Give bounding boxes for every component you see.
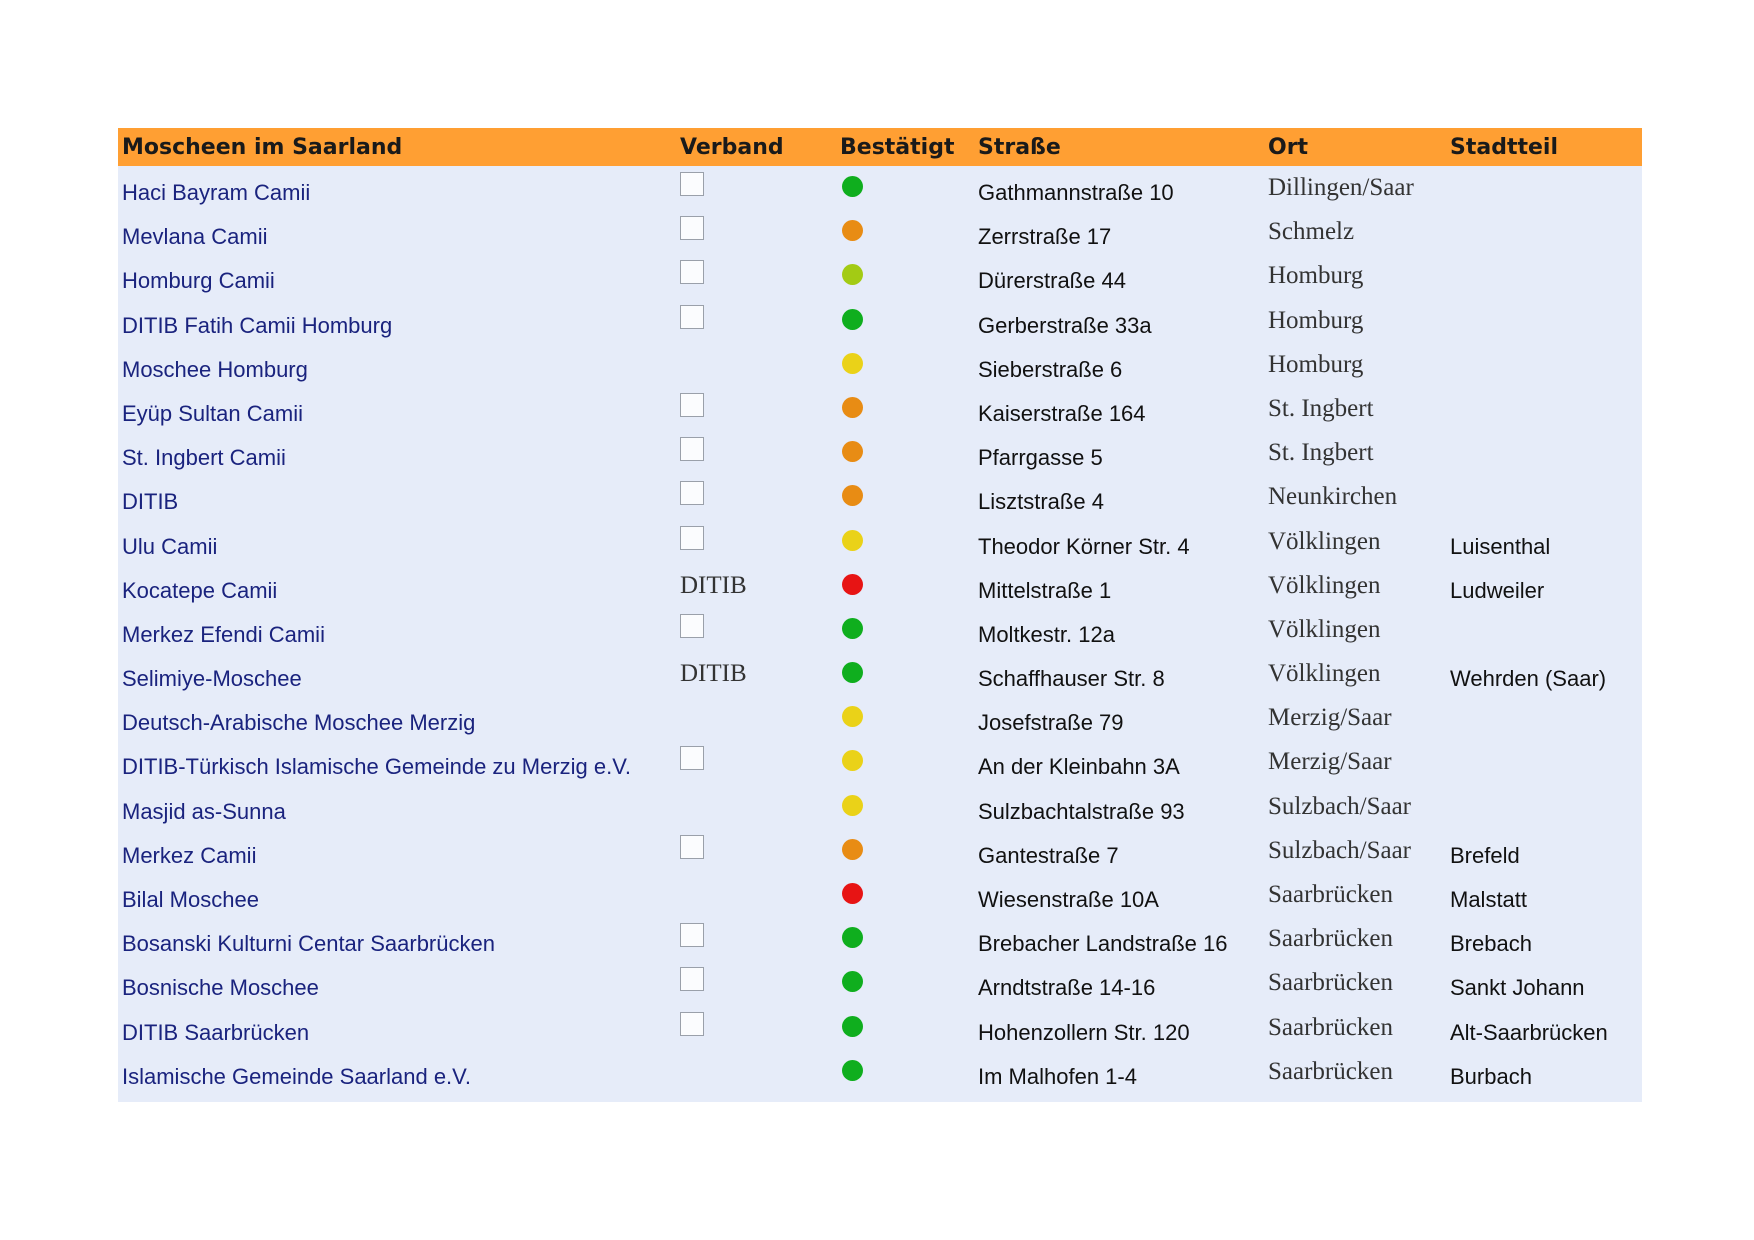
table-row [118,299,1642,343]
district-name: Alt-Saarbrücken [1450,1019,1608,1045]
table-row [118,166,1642,210]
city-name: Saarbrücken [1268,925,1393,953]
status-dot-icon [842,883,863,904]
city-name: St. Ingbert [1268,439,1374,467]
status-dot-icon [842,353,863,374]
verband-checkbox[interactable] [680,614,704,638]
status-dot-icon [842,618,863,639]
mosque-name: DITIB-Türkisch Islamische Gemeinde zu Merzig e.V. [122,754,632,780]
verband-checkbox[interactable] [680,526,704,550]
mosque-name: Moschee Homburg [122,356,308,382]
status-dot-icon [842,662,863,683]
table-row [118,210,1642,254]
status-dot-icon [842,485,863,506]
status-dot-icon [842,176,863,197]
street-address: Im Malhofen 1-4 [978,1063,1137,1089]
street-address: Dürerstraße 44 [978,268,1126,294]
header-name: Moscheen im Saarland [122,135,403,160]
city-name: Saarbrücken [1268,881,1393,908]
mosque-name: Deutsch-Arabische Moschee Merzig [122,710,476,736]
table-row [118,520,1642,564]
city-name: Homburg [1268,306,1364,334]
city-name: Neunkirchen [1268,483,1398,511]
street-address: Pfarrgasse 5 [978,445,1103,471]
mosque-name: Merkez Efendi Camii [122,621,325,647]
street-address: An der Kleinbahn 3A [978,754,1180,780]
verband-checkbox[interactable] [680,260,704,284]
mosque-name: Homburg Camii [122,268,275,294]
street-address: Kaiserstraße 164 [978,400,1146,426]
district-name: Wehrden (Saar) [1450,666,1607,692]
city-name: Homburg [1268,350,1364,378]
district-name: Luisenthal [1450,533,1551,559]
street-address: Josefstraße 79 [978,710,1124,736]
table-row [118,829,1642,873]
mosque-name: Mevlana Camii [122,224,268,250]
street-address: Theodor Körner Str. 4 [978,533,1190,559]
verband-checkbox[interactable] [680,437,704,461]
verband-checkbox[interactable] [680,305,704,329]
verband-checkbox[interactable] [680,216,704,240]
mosque-name: DITIB Saarbrücken [122,1019,310,1045]
mosque-name: Masjid as-Sunna [122,798,286,824]
header-strasse: Straße [978,135,1061,160]
city-name: Sulzbach/Saar [1268,836,1412,864]
street-address: Schaffhauser Str. 8 [978,666,1165,692]
table-row [118,652,1642,696]
mosque-name: Bilal Moschee [122,887,259,912]
table-row [118,608,1642,652]
mosque-table [118,128,1642,1102]
verband-checkbox[interactable] [680,481,704,505]
street-address: Brebacher Landstraße 16 [978,931,1228,957]
table-row [118,785,1642,829]
verband-checkbox[interactable] [680,393,704,417]
table-body [118,166,1642,1102]
table-row [118,740,1642,784]
district-name: Brefeld [1450,842,1520,868]
district-name: Brebach [1450,931,1532,957]
district-name: Ludweiler [1450,577,1545,603]
header-verband: Verband [680,135,784,160]
city-name: Völklingen [1268,571,1381,599]
city-name: Völklingen [1268,660,1381,688]
table-row [118,431,1642,475]
table-row [118,475,1642,519]
city-name: Merzig/Saar [1268,704,1392,732]
header-stadtteil: Stadtteil [1450,135,1558,160]
verband-checkbox[interactable] [680,1012,704,1036]
mosque-name: Haci Bayram Camii [122,180,311,205]
mosque-name: Bosanski Kulturni Centar Saarbrücken [122,931,495,957]
verband-checkbox[interactable] [680,172,704,196]
district-name: Burbach [1450,1063,1532,1089]
status-dot-icon [842,441,863,462]
status-dot-icon [842,1016,863,1037]
city-name: Dillingen/Saar [1268,174,1414,201]
street-address: Mittelstraße 1 [978,577,1112,603]
status-dot-icon [842,397,863,418]
header-bestaetigt: Bestätigt [840,135,955,160]
status-dot-icon [842,264,863,285]
table-row [118,1050,1642,1094]
street-address: Hohenzollern Str. 120 [978,1019,1190,1045]
status-dot-icon [842,795,863,816]
street-address: Gerberstraße 33a [978,312,1152,338]
status-dot-icon [842,706,863,727]
verband-checkbox[interactable] [680,746,704,770]
status-dot-icon [842,927,863,948]
status-dot-icon [842,839,863,860]
city-name: Völklingen [1268,527,1381,555]
table-row [118,873,1642,917]
status-dot-icon [842,1060,863,1081]
city-name: Saarbrücken [1268,1057,1393,1085]
header-ort: Ort [1268,135,1309,160]
status-dot-icon [842,220,863,241]
table-row [118,917,1642,961]
street-address: Gantestraße 7 [978,842,1119,868]
street-address: Sulzbachtalstraße 93 [978,798,1185,824]
table-row [118,961,1642,1005]
table-row [118,254,1642,298]
verband-checkbox[interactable] [680,835,704,859]
status-dot-icon [842,574,863,595]
verband-checkbox[interactable] [680,923,704,947]
district-name: Sankt Johann [1450,975,1585,1001]
street-address: Zerrstraße 17 [978,224,1112,250]
street-address: Wiesenstraße 10A [978,887,1159,912]
verband-label: DITIB [680,571,747,599]
city-name: St. Ingbert [1268,394,1374,422]
mosque-name: DITIB [122,489,179,515]
table-row [118,696,1642,740]
verband-label: DITIB [680,660,747,688]
city-name: Merzig/Saar [1268,748,1392,776]
table-row [118,387,1642,431]
verband-checkbox[interactable] [680,967,704,991]
mosque-name: Merkez Camii [122,842,257,868]
table-row [118,1006,1642,1050]
city-name: Sulzbach/Saar [1268,792,1412,820]
street-address: Lisztstraße 4 [978,489,1104,515]
status-dot-icon [842,309,863,330]
mosque-name: DITIB Fatih Camii Homburg [122,312,393,338]
status-dot-icon [842,971,863,992]
table-row [118,564,1642,608]
city-name: Völklingen [1268,615,1381,643]
table-header [118,128,1642,166]
mosque-name: Bosnische Moschee [122,975,319,1001]
street-address: Gathmannstraße 10 [978,180,1174,205]
street-address: Arndtstraße 14-16 [978,975,1156,1001]
city-name: Saarbrücken [1268,969,1393,997]
mosque-name: Islamische Gemeinde Saarland e.V. [122,1063,471,1089]
mosque-name: Selimiye-Moschee [122,666,302,692]
street-address: Sieberstraße 6 [978,356,1123,382]
city-name: Homburg [1268,262,1364,290]
mosque-name: Kocatepe Camii [122,577,278,603]
table-row [118,343,1642,387]
mosque-name: Ulu Camii [122,533,218,559]
status-dot-icon [842,750,863,771]
street-address: Moltkestr. 12a [978,621,1115,647]
mosque-name: St. Ingbert Camii [122,445,286,471]
mosque-name: Eyüp Sultan Camii [122,400,303,426]
city-name: Schmelz [1268,218,1355,246]
district-name: Malstatt [1450,887,1528,912]
city-name: Saarbrücken [1268,1013,1393,1041]
status-dot-icon [842,530,863,551]
